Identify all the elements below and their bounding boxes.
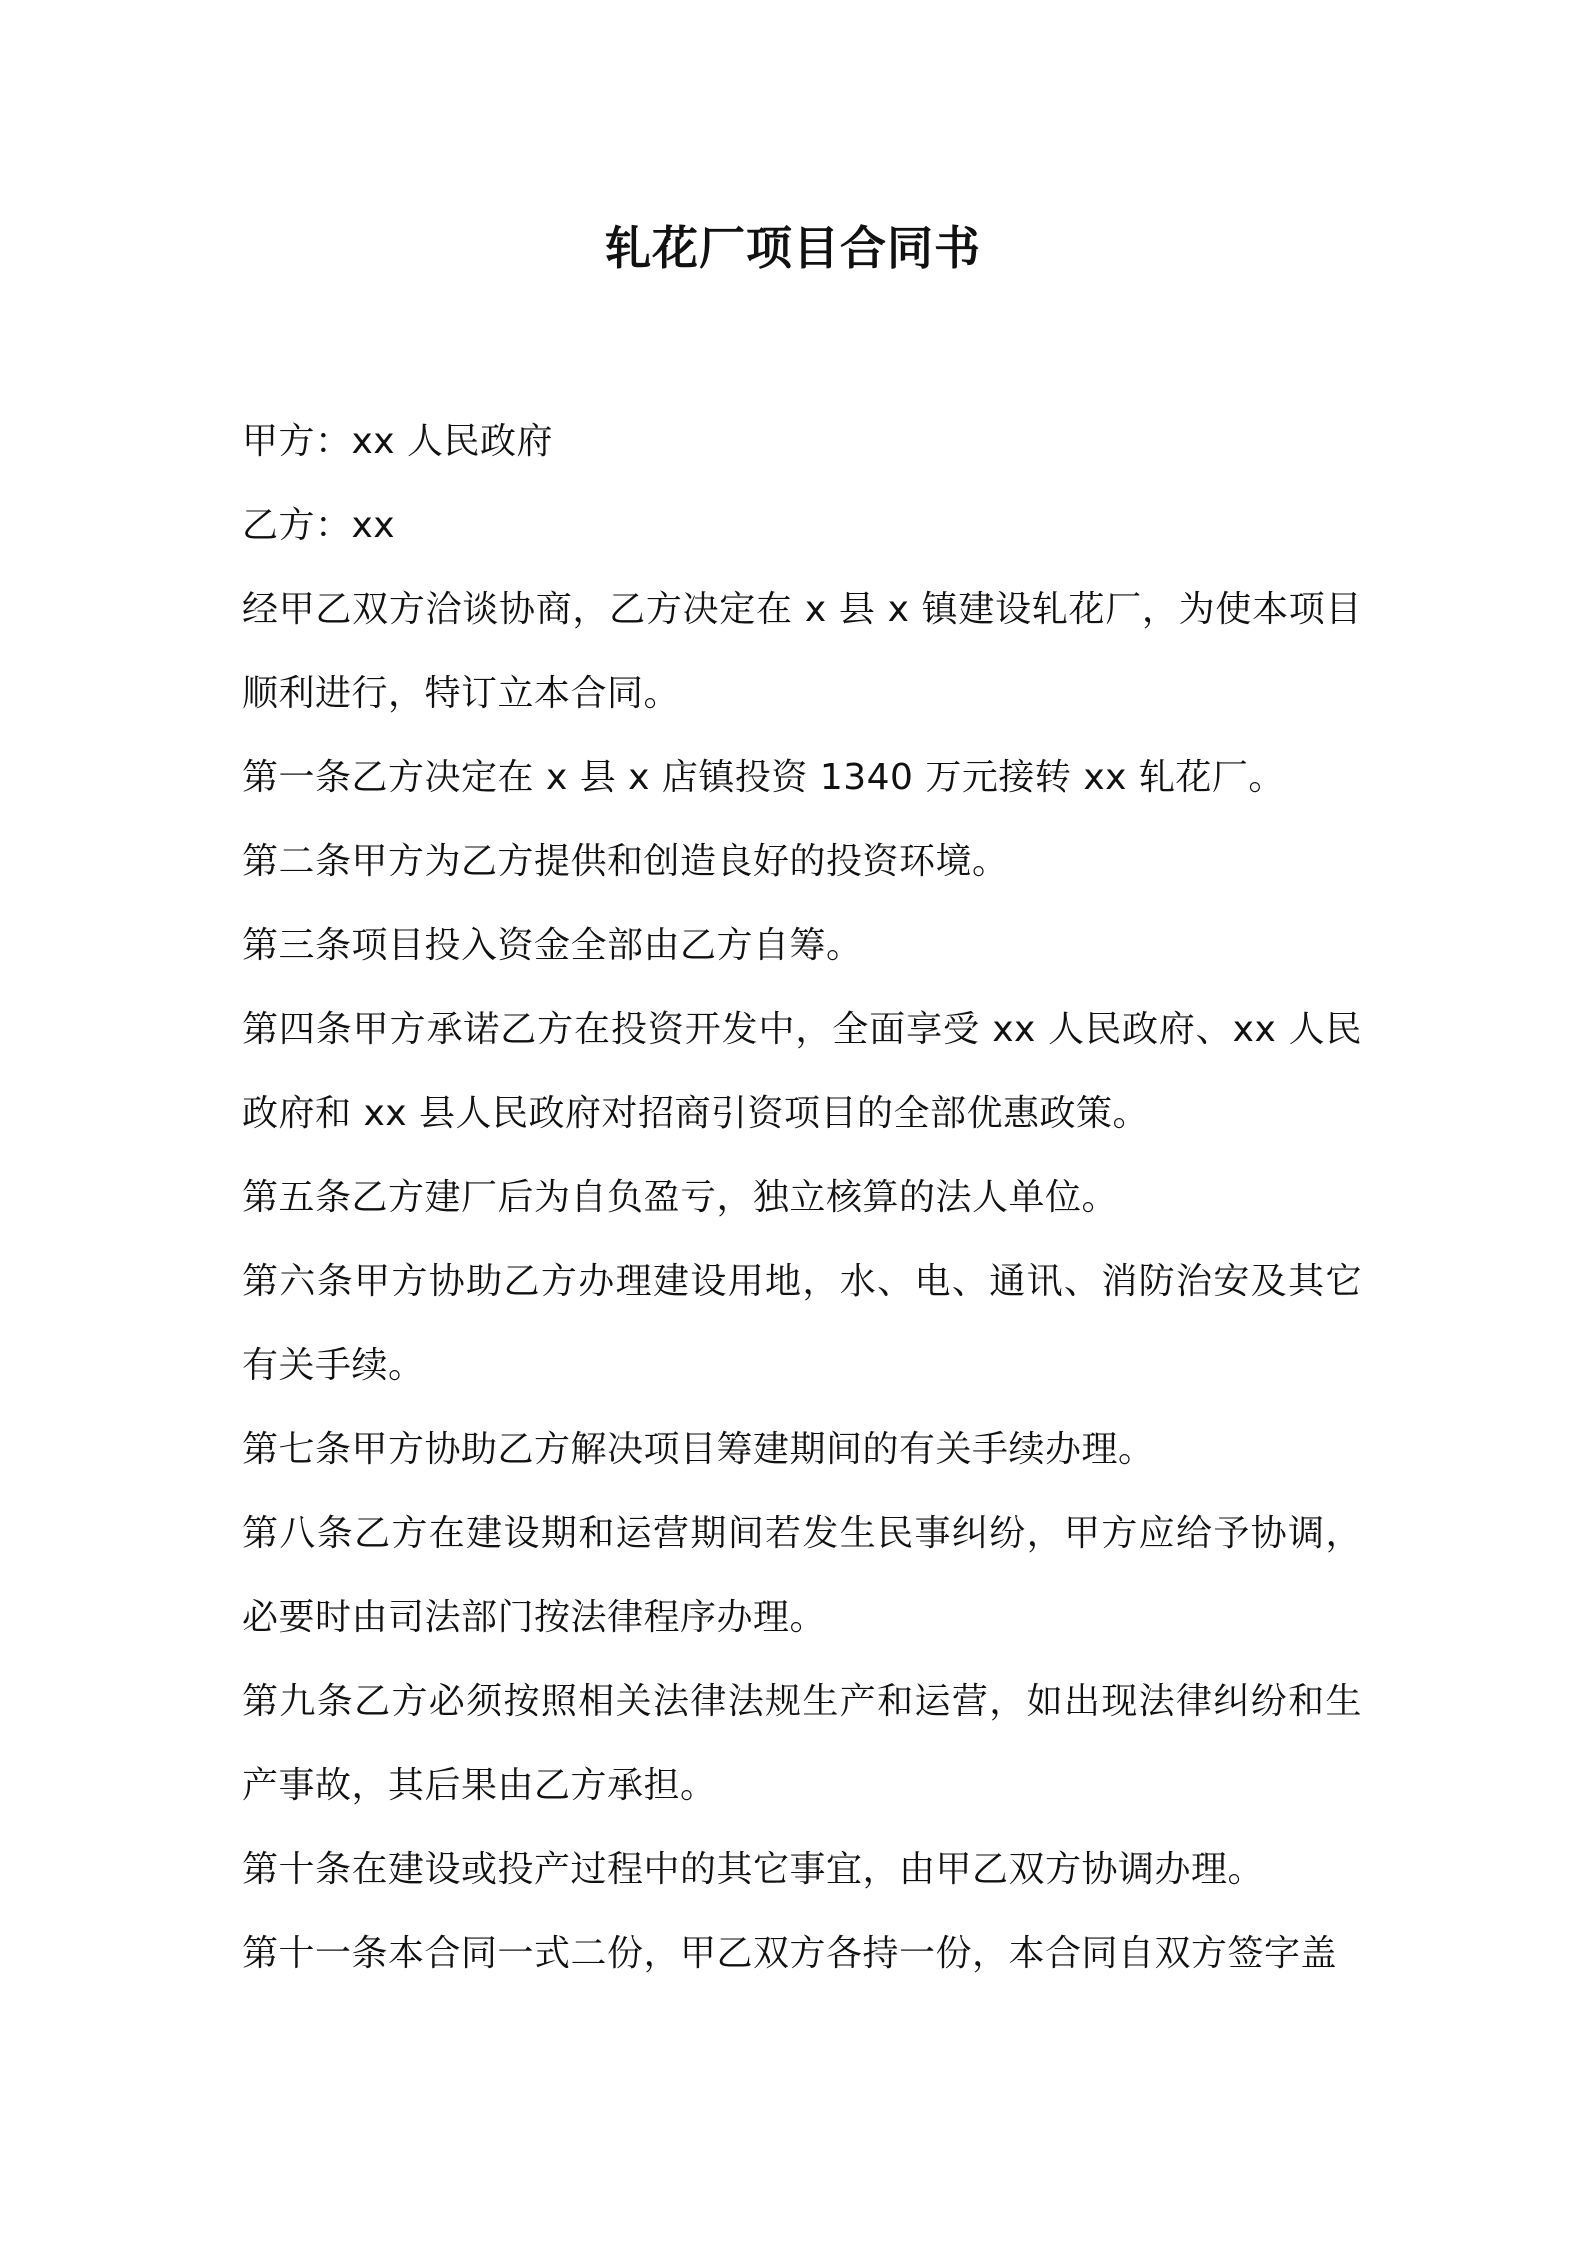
article-8: 第八条乙方在建设期和运营期间若发生民事纠纷，甲方应给予协调，必要时由司法部门按法律程序办理。 [242,1513,1362,1638]
article-1: 第一条乙方决定在 x 县 x 店镇投资 1340 万元接转 xx 轧花厂。 [242,757,1285,798]
article-7: 第七条甲方协助乙方解决项目筹建期间的有关手续办理。 [242,1429,1155,1470]
preamble-paragraph: 经甲乙双方洽谈协商，乙方决定在 x 县 x 镇建设轧花厂，为使本项目顺利进行，特订立本合同。 [242,589,1362,714]
article-3: 第三条项目投入资金全部由乙方自筹。 [242,925,863,966]
article-5: 第五条乙方建厂后为自负盈亏，独立核算的法人单位。 [242,1177,1119,1218]
document-title: 轧花厂项目合同书 [605,221,981,275]
article-4: 第四条甲方承诺乙方在投资开发中，全面享受 xx 人民政府、xx 人民政府和 xx 县人民政府对招商引资项目的全部优惠政策。 [242,1009,1362,1134]
document-body [242,400,1362,1996]
party-b-line: 乙方：xx [242,505,396,546]
party-a-line: 甲方：xx 人民政府 [242,421,554,462]
article-10: 第十条在建设或投产过程中的其它事宜，由甲乙双方协调办理。 [242,1849,1265,1890]
article-2: 第二条甲方为乙方提供和创造良好的投资环境。 [242,841,1009,882]
article-11: 第十一条本合同一式二份，甲乙双方各持一份，本合同自双方签字盖 [242,1933,1338,1974]
article-9: 第九条乙方必须按照相关法律法规生产和运营，如出现法律纠纷和生产事故，其后果由乙方承担。 [242,1681,1362,1806]
article-6: 第六条甲方协助乙方办理建设用地，水、电、通讯、消防治安及其它有关手续。 [242,1261,1362,1386]
